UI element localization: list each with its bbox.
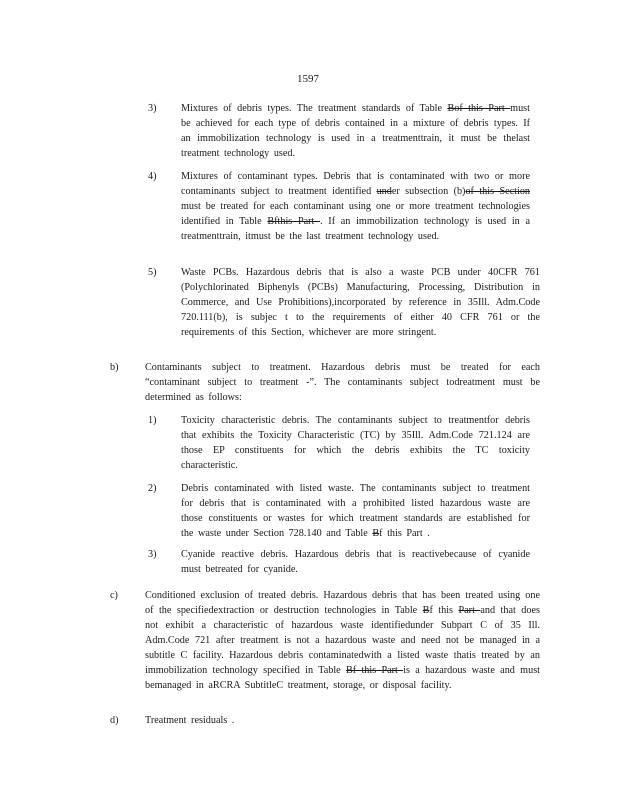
item-number: b) xyxy=(110,362,119,373)
item-text: Conditioned exclusion of treated debris. Hazardous debris that has been treated using one of the specifiedextraction or destruction technologies in Table Bf this Part and that does not exhibit a characteristic of hazardous waste identifiedunder Subpart C of 35 Ill. Adm.Code 721 after treatment is not a hazardous waste and need not be managed in a subtitle C facility. Hazardous debris contaminatedwith a listed waste thatis treated by an immobilization technology specified in Table Bf this Part is a hazardous waste and must bemanaged in aRCRA SubtitleC treatment, storage, or disposal facility. xyxy=(145,590,540,691)
item-number: 5) xyxy=(148,267,157,278)
item-text: Waste PCBs. Hazardous debris that is also a waste PCB under 40CFR 761 (Polychlorinated Biphenyls (PCBs) Manufacturing, Processing, Distribution in Commerce, and Use Prohibitions),incorporated by reference in 35Ill. Adm.Code 720.111(b), is subjec t to the requirements of either 40 CFR 761 or the requirements of this Section, whichever are more stringent. xyxy=(181,267,540,338)
item-text: Contaminants subject to treatment. Hazardous debris must be treated for each “contaminant subject to treatment -”. The contaminants subject todreatment must be determined as follows: xyxy=(145,362,540,403)
page-number: 1597 xyxy=(297,73,319,85)
item-text: Mixtures of debris types. The treatment standards of Table Bof this Part must be achieved for each type of debris contained in a mixture of debris types. If an immobilization technology is used in a treatmenttrain, it must be thelast treatment technology used. xyxy=(181,103,530,159)
item-text: Toxicity characteristic debris. The contaminants subject to treatmentfor debris that exhibits the Toxicity Characteristic (TC) by 35Ill. Adm.Code 721.124 are those EP constituents for which the debris exhibits the TC toxicity characteristic. xyxy=(181,415,530,471)
struck-text: B xyxy=(422,605,430,616)
item-number: 3) xyxy=(148,103,157,114)
struck-text: Part xyxy=(458,605,481,616)
struck-text: und xyxy=(376,186,392,197)
item-number: c) xyxy=(110,590,118,601)
struck-text: Bf this Part xyxy=(345,665,404,676)
struck-text: Bof this Part xyxy=(447,103,511,114)
item-text: Cyanide reactive debris. Hazardous debris that is reactivebecause of cyanide must betreated for cyanide. xyxy=(181,549,530,575)
item-text: Mixtures of contaminant types. Debris that is contaminated with two or more contaminants subject to treatment identified under subsection (b)of this Section must be treated for each contaminant using one or more treatment technologies identified in Table Bfthis Part . If an immobilization technology is used in a treatmenttrain, itmust be the last treatment technology used. xyxy=(181,171,531,242)
item-number: d) xyxy=(110,715,119,726)
struck-text: Bfthis Part xyxy=(267,216,321,227)
struck-text: B xyxy=(372,528,380,539)
item-text: Debris contaminated with listed waste. The contaminants subject to treatment for debris that is contaminated with a prohibited listed hazardous waste are those constituents or wastes for which treatment standards are established for the waste under Section 728.140 and Table Bf this Part . xyxy=(181,483,530,539)
item-number: 1) xyxy=(148,415,157,426)
item-number: 3) xyxy=(148,549,157,560)
item-number: 2) xyxy=(148,483,157,494)
item-number: 4) xyxy=(148,171,157,182)
struck-text: of this Section xyxy=(465,186,531,197)
item-text: Treatment residuals . xyxy=(145,715,235,726)
